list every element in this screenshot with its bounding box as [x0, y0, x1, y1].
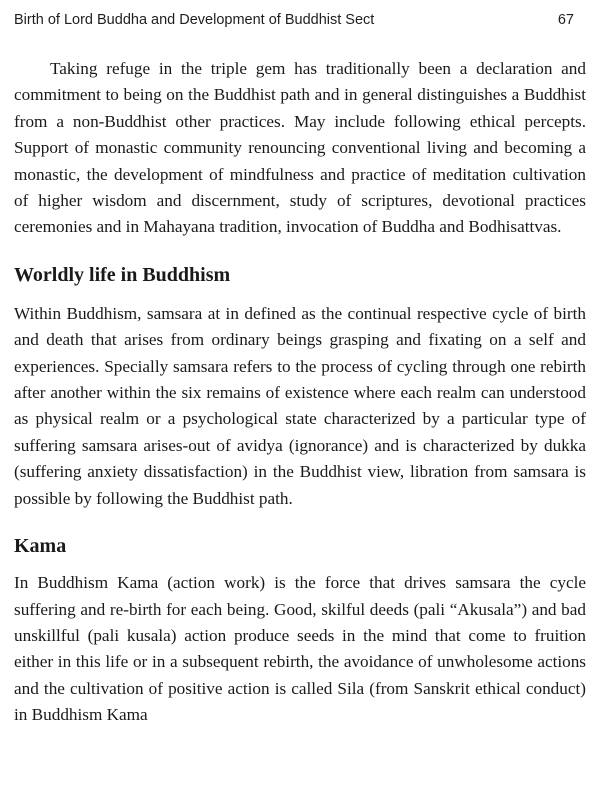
section-heading-kama: Kama	[14, 535, 67, 558]
intro-paragraph: Taking refuge in the triple gem has traditionally been a declaration and commitment to being on the Buddhist path and in general distinguishes a Buddhist from a non-Buddhist other practices. May include following ethical percepts. Support of monastic community renouncing conventional living and becoming a monastic, the development of mindfulness and practice of meditation cultivation of higher wisdom and discernment, study of scriptures, devotional practices ceremonies and in Mahayana tradition, invocation of Buddha and Bodhisattvas.	[14, 59, 586, 237]
kama-paragraph: In Buddhism Kama (action work) is the force that drives samsara the cycle suffering and re-birth for each being. Good, skilful deeds (pali “Akusala”) and bad unskillful (pali kusala) action produce seeds in the mind that come to fruition either in this life or in a subsequent rebirth, the avoidance of unwholesome actions and the cultivation of positive action is called Sila (from Sanskrit ethical conduct) in Buddhism Kama	[14, 573, 586, 725]
section-heading-worldly-life: Worldly life in Buddhism	[14, 263, 231, 286]
running-header	[14, 10, 586, 30]
running-title: Birth of Lord Buddha and Development of Buddhist Sect	[14, 12, 375, 28]
worldly-life-paragraph: Within Buddhism, samsara at in defined as the continual respective cycle of birth and death that arises from ordinary beings grasping and fixating on a self and experiences. Specially samsara refers to the process of cycling through one rebirth after another within the six remains of existence where each realm can understood as physical realm or a psychological state characterized by a particular type of suffering samsara arises-out of avidya (ignorance) and is characterized by dukka (suffering anxiety dissatisfaction) in the Buddhist view, libration from samsara is possible by following the Buddhist path.	[14, 303, 586, 508]
page-number: 67	[557, 12, 574, 28]
